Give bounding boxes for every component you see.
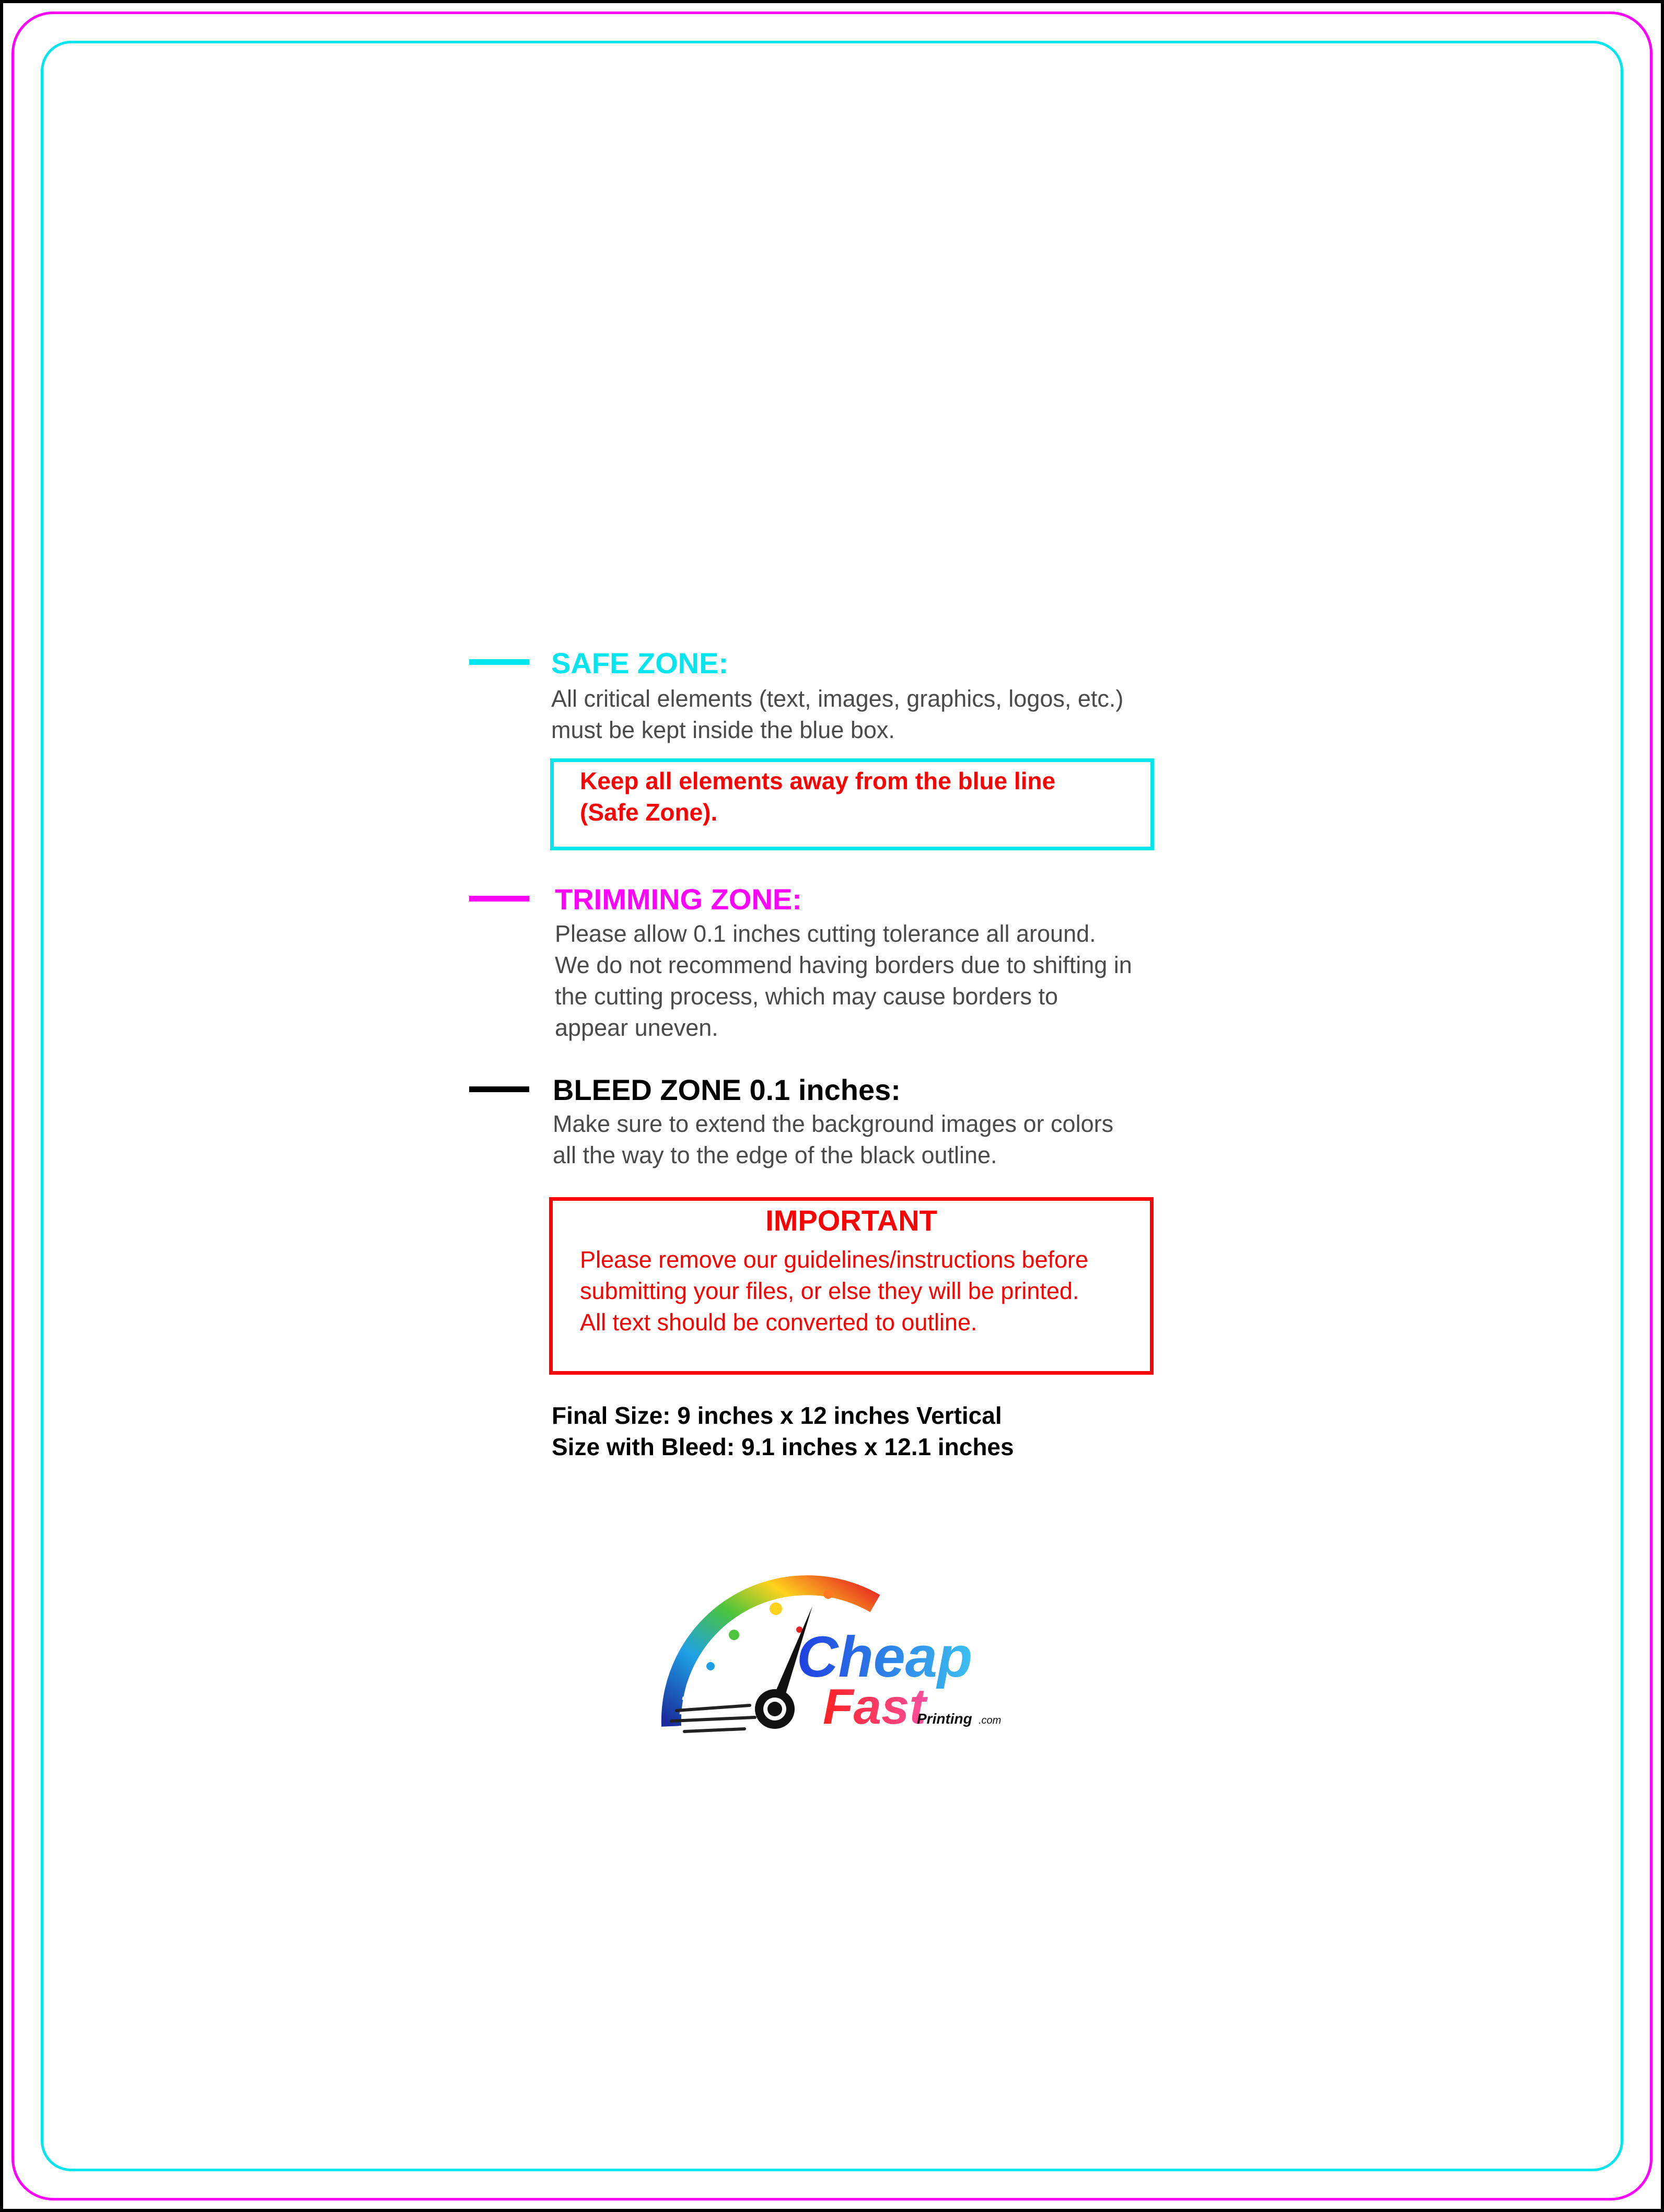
safe-zone-heading: SAFE ZONE: (551, 647, 729, 680)
important-text (580, 1244, 1088, 1338)
trimming-zone-line-1: Please allow 0.1 inches cutting tolerance all around. (555, 920, 1096, 947)
important-line-3: All text should be converted to outline. (580, 1309, 978, 1336)
bleed-zone-description (553, 1108, 1113, 1171)
safe-zone-note-line-2: (Safe Zone). (580, 799, 718, 826)
trimming-zone-line-4: appear uneven. (555, 1014, 718, 1041)
logo-suffix: .com (979, 1715, 1002, 1726)
safe-zone-line-2: must be kept inside the blue box. (551, 717, 895, 743)
trimming-zone-description (555, 918, 1132, 1044)
speedometer-logo-icon (656, 1572, 1021, 1750)
safe-zone-marker (469, 659, 529, 665)
logo-word-cheap: Cheap (797, 1625, 973, 1689)
bleed-zone-line-1: Make sure to extend the background images or colors (553, 1110, 1114, 1137)
important-title: IMPORTANT (765, 1204, 937, 1237)
logo-word-fast: Fast (823, 1679, 926, 1735)
bleed-zone-line-2: all the way to the edge of the black outline. (553, 1142, 997, 1168)
important-line-2: submitting your files, or else they will be printed. (580, 1278, 1079, 1304)
safe-zone-note-line-1: Keep all elements away from the blue line (580, 767, 1056, 794)
safe-zone-description (551, 683, 1123, 746)
logo-word-printing: Printing (917, 1711, 972, 1727)
trimming-zone-line-3: the cutting process, which may cause borders to (555, 983, 1058, 1010)
safe-zone-line-1: All critical elements (text, images, graphics, logos, etc.) (551, 685, 1124, 712)
bleed-zone-heading: BLEED ZONE 0.1 inches: (553, 1073, 901, 1106)
size-info (552, 1400, 1014, 1462)
bleed-zone-marker (469, 1086, 529, 1092)
safe-zone-note (580, 765, 1055, 828)
final-size: Final Size: 9 inches x 12 inches Vertical (552, 1402, 1002, 1429)
trimming-zone-marker (469, 896, 529, 902)
bleed-size: Size with Bleed: 9.1 inches x 12.1 inches (552, 1433, 1014, 1460)
trimming-zone-heading: TRIMMING ZONE: (555, 883, 802, 916)
trimming-zone-line-2: We do not recommend having borders due to shifting in (555, 952, 1132, 978)
important-line-1: Please remove our guidelines/instructions before (580, 1246, 1089, 1273)
